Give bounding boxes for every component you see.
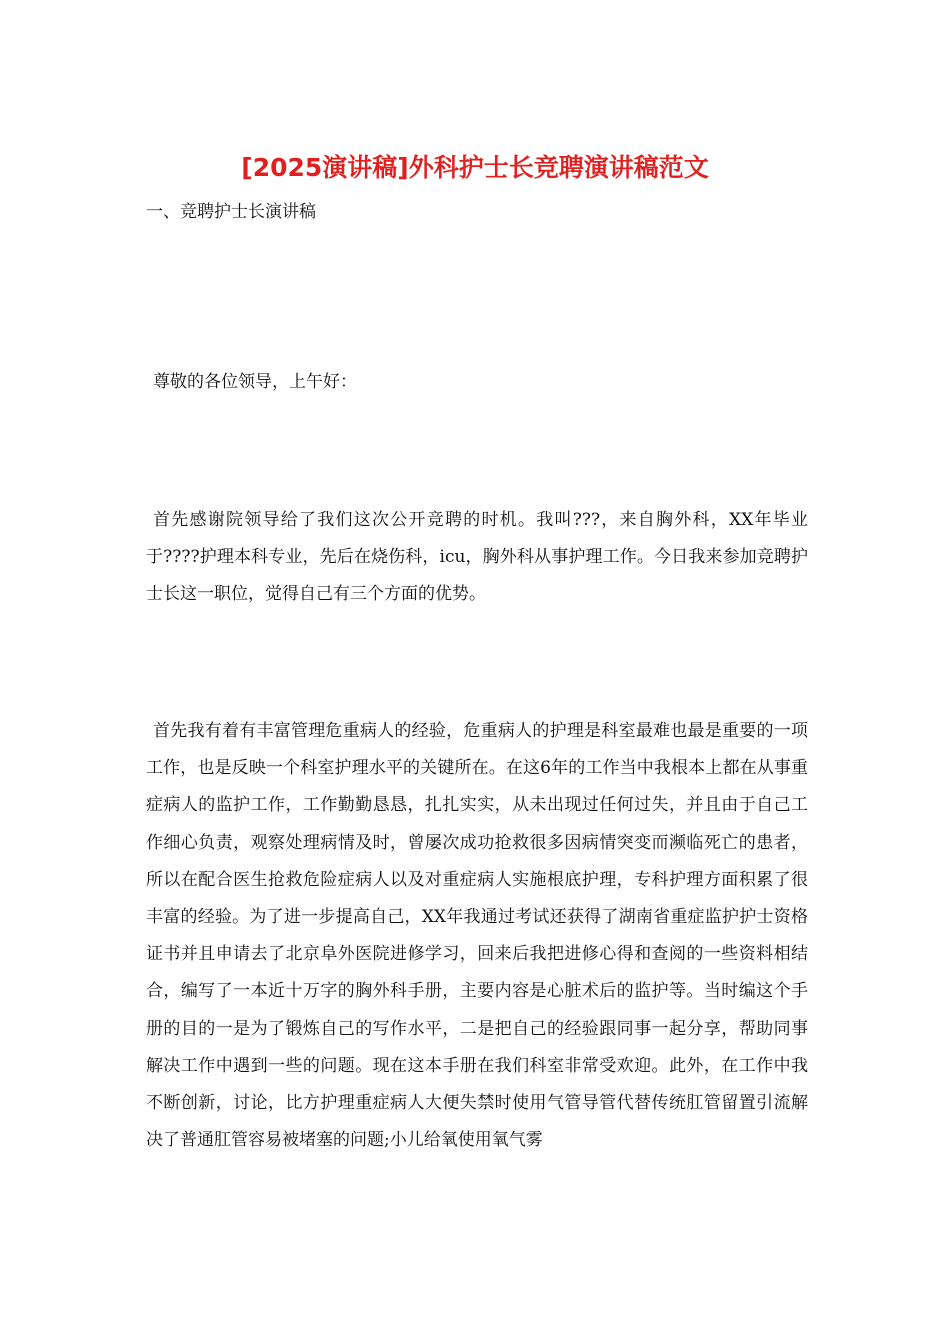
paragraph-advantage: 首先我有着有丰富管理危重病人的经验，危重病人的护理是科室最难也最是重要的一项工作，也是反映一个科室护理水平的关键所在。在这6年的工作当中我根本上都在从事重症病人的监护工作，工作勤勤恳恳，扎扎实实，从未出现过任何过失，并且由于自己工作细心负责，观察处理病情及时，曾屡次成功抢救很多因病情突变而濒临死亡的患者，所以在配合医生抢救危险症病人以及对重症病人实施根底护理，专科护理方面积累了很丰富的经验。为了进一步提高自己，XX年我通过考试还获得了湖南省重症监护护士资格证书并且申请去了北京阜外医院进修学习，回来后我把进修心得和查阅的一些资料相结合，编写了一本近十万字的胸外科手册，主要内容是心脏术后的监护等。当时编这个手册的目的一是为了锻炼自己的写作水平，二是把自己的经验跟同事一起分享，帮助同事解决工作中遇到一些的问题。现在这本手册在我们科室非常受欢迎。此外，在工作中我不断创新，讨论，比方护理重症病人大便失禁时使用气管导管代替传统肛管留置引流解决了普通肛管容易被堵塞的问题;小儿给氧使用氧气雾 [146, 721, 808, 1151]
section-heading: 一、竞聘护士长演讲稿 [146, 202, 316, 222]
paragraph-intro: 首先感谢院领导给了我们这次公开竞聘的时机。我叫???，来自胸外科，XX年毕业于????护理本科专业，先后在烧伤科，icu，胸外科从事护理工作。今日我来参加竞聘护士长这一职位，觉得自己有三个方面的优势。 [146, 510, 808, 605]
document-title: [2025演讲稿]外科护士长竞聘演讲稿范文 [241, 153, 709, 182]
paragraph-greeting: 尊敬的各位领导，上午好： [153, 372, 357, 392]
